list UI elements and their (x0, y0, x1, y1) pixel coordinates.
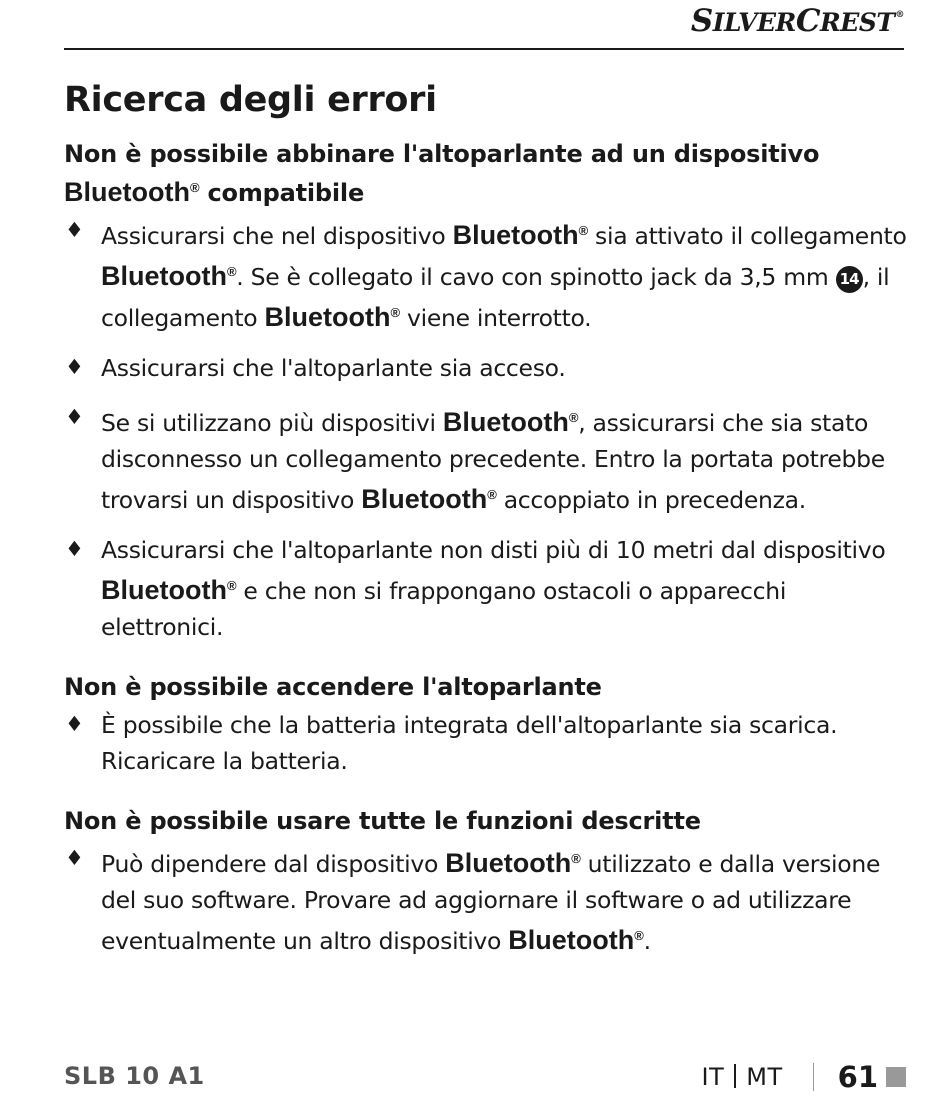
header-divider (64, 48, 904, 50)
logo-text-rest: REST (820, 8, 895, 37)
reference-number-badge: 14 (836, 266, 863, 293)
item-text: Assicurarsi che l'altoparlante non disti più di 10 metri dal dispositivo (101, 536, 886, 564)
list-item (64, 400, 912, 518)
item-text: Può dipendere dal dispositivo (101, 850, 446, 878)
section-functions (64, 805, 912, 959)
bluetooth-term: Bluetooth (445, 848, 572, 878)
diamond-bullet-icon: ♦ (65, 537, 84, 561)
bluetooth-term: Bluetooth (101, 575, 227, 605)
footer-divider (813, 1063, 814, 1091)
item-text: . (643, 927, 651, 955)
registered-mark: ® (578, 223, 588, 238)
page-number: 61 (837, 1060, 878, 1094)
item-text: , assicurarsi che sia stato disconnesso un collegamento precedente. Entro la portata potrebbe trovarsi un dispositivo (101, 409, 885, 514)
list-item (64, 532, 912, 645)
item-text: e che non si frappongano ostacoli o apparecchi elettronici. (101, 577, 787, 641)
bluetooth-term: Bluetooth (452, 220, 579, 250)
section-pairing (64, 138, 912, 645)
item-text: . Se è collegato il cavo con spinotto jack da 3,5 mm (236, 263, 836, 291)
item-text: , il collegamento (101, 263, 890, 332)
diamond-bullet-icon: ♦ (65, 712, 84, 736)
heading-text: compatibile (199, 179, 365, 207)
logo-letter-c: C (795, 3, 820, 39)
registered-mark: ® (189, 180, 200, 195)
page-title: Ricerca degli errori (64, 80, 437, 120)
list-item (64, 213, 912, 336)
lang-mt: MT (746, 1063, 783, 1091)
item-text: Se si utilizzano più dispositivi (101, 409, 443, 437)
main-content (64, 138, 912, 973)
bluetooth-term: Bluetooth (264, 302, 391, 332)
logo-text-ilver: ILVER (712, 8, 796, 37)
footer-page-info (702, 1060, 906, 1094)
bluetooth-term: Bluetooth (101, 261, 227, 291)
registered-mark: ® (390, 305, 400, 320)
heading-text: Non è possibile abbinare l'altoparlante ad un dispositivo (64, 140, 820, 168)
section-heading: Non è possibile usare tutte le funzioni descritte (64, 807, 701, 835)
logo-registered-mark: ® (895, 10, 904, 20)
footer-model-number: SLB 10 A1 (64, 1062, 205, 1090)
section-power (64, 671, 912, 779)
registered-mark: ® (571, 851, 581, 866)
list-item (64, 350, 912, 386)
item-text: viene interrotto. (399, 304, 592, 332)
item-text: Assicurarsi che nel dispositivo (101, 222, 453, 250)
registered-mark: ® (634, 928, 644, 943)
brand-logo (690, 3, 904, 39)
diamond-bullet-icon: ♦ (65, 846, 84, 870)
item-text: È possibile che la batteria integrata dell'altoparlante sia scarica. Ricaricare la batteria. (101, 711, 838, 775)
item-text: sia attivato il collegamento (587, 222, 907, 250)
diamond-bullet-icon: ♦ (65, 218, 84, 242)
item-text: accoppiato in precedenza. (496, 486, 806, 514)
diamond-bullet-icon: ♦ (65, 355, 84, 379)
language-divider (734, 1064, 736, 1088)
bluetooth-term: Bluetooth (508, 925, 635, 955)
item-text: Assicurarsi che l'altoparlante sia acceso. (101, 354, 566, 382)
page-marker-square-icon (886, 1067, 906, 1087)
diamond-bullet-icon: ♦ (65, 405, 84, 429)
section-heading (64, 138, 912, 210)
lang-it: IT (701, 1063, 725, 1091)
registered-mark: ® (226, 264, 237, 279)
registered-mark: ® (568, 410, 579, 425)
registered-mark: ® (226, 578, 237, 593)
bluetooth-term: Bluetooth (361, 484, 488, 514)
bluetooth-term: Bluetooth (64, 177, 190, 207)
logo-letter-s: S (690, 3, 713, 39)
list-item (64, 841, 912, 959)
item-text: utilizzato e dalla versione del suo software. Provare ad aggiornare il software o ad utilizzare eventualmente un altro dispositivo (101, 850, 881, 955)
list-item (64, 707, 912, 779)
section-heading: Non è possibile accendere l'altoparlante (64, 673, 602, 701)
bluetooth-term: Bluetooth (442, 407, 569, 437)
language-label (702, 1063, 783, 1091)
registered-mark: ® (487, 487, 497, 502)
